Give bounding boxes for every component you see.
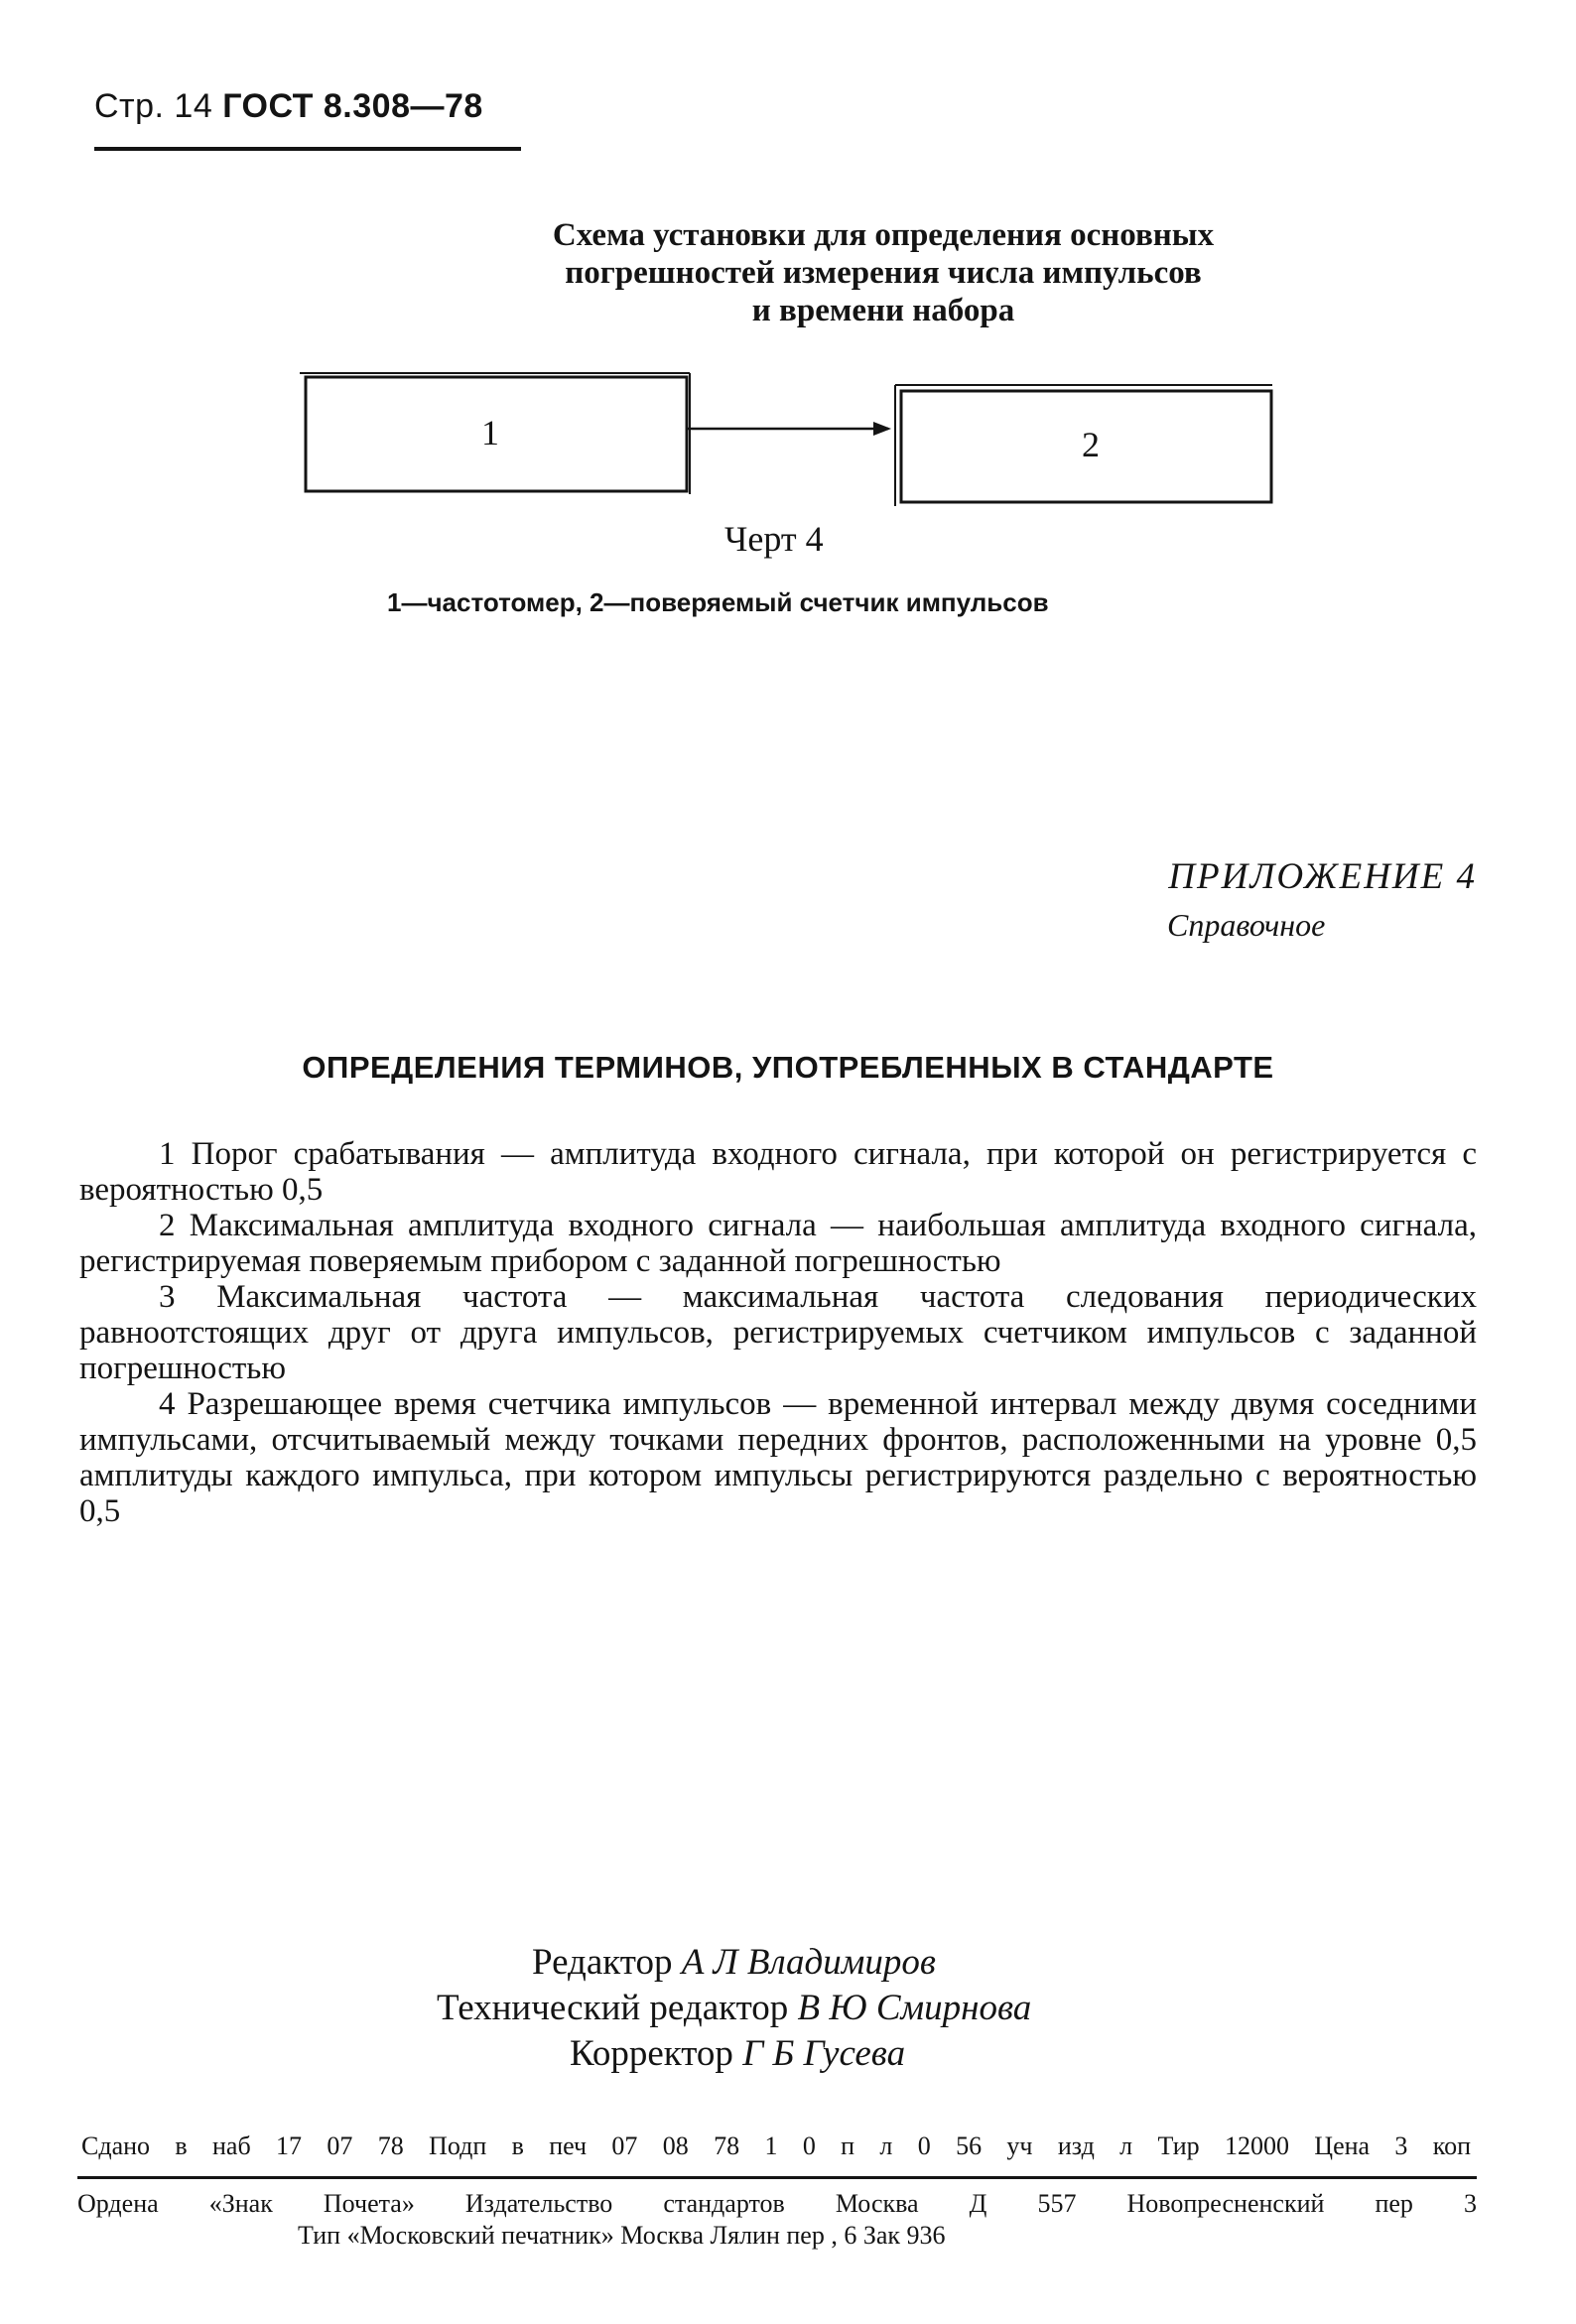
credit-corrector: [570, 2032, 905, 2075]
imprint-rule: [77, 2176, 1477, 2179]
scheme-title-line-3: и времени набора: [751, 293, 1015, 328]
block-2-label: 2: [1082, 425, 1100, 464]
appendix-title: ПРИЛОЖЕНИЕ 4: [1168, 856, 1477, 897]
definitions-list: [79, 1136, 1477, 1529]
arrow-connector: [687, 422, 891, 436]
section-title: ОПРЕДЕЛЕНИЯ ТЕРМИНОВ, УПОТРЕБЛЕННЫХ В СТАНДАРТЕ: [302, 1050, 1274, 1085]
header-rule: [94, 147, 521, 151]
editor-name: А Л Владимиров: [681, 1942, 936, 1983]
scheme-title-line-1: Схема установки для определения основных: [552, 217, 1215, 253]
block-1-label: 1: [481, 413, 499, 452]
credit-editor: [532, 1941, 936, 1984]
definition-item: 2 Максимальная амплитуда входного сигнала — наибольшая амплитуда входного сигнала, регистрируемая поверяемым прибором с заданной погрешностью: [79, 1208, 1477, 1279]
scheme-title: [457, 216, 1310, 329]
corrector-name: Г Б Гусева: [742, 2033, 906, 2074]
definition-item: 3 Максимальная частота — максимальная частота следования периодических равноотстоящих друг от друга импульсов, регистрируемых счетчиком импульсов с заданной погрешностью: [79, 1279, 1477, 1386]
corrector-label: Корректор: [570, 2033, 733, 2074]
imprint-printing-house: Тип «Московский печатник» Москва Лялин пер , 6 Зак 936: [298, 2221, 946, 2250]
block-diagram: [288, 367, 1300, 516]
imprint-print-data: Сдано в наб 17 07 78 Подп в печ 07 08 78 1 0 п л 0 56 уч изд л Тир 12000 Цена 3 коп: [81, 2131, 1471, 2160]
diagram-legend: 1—частотомер, 2—поверяемый счетчик импульсов: [387, 587, 1049, 617]
editor-label: Редактор: [532, 1942, 673, 1983]
definition-item: 4 Разрешающее время счетчика импульсов — временной интервал между двумя соседними импульсами, отсчитываемый между точками передних фронтов, расположенными на уровне 0,5 амплитуды каждого импульса, при котором импульсы регистрируются раздельно с вероятностью 0,5: [79, 1386, 1477, 1529]
appendix-subtitle: Справочное: [1167, 907, 1326, 943]
tech-editor-name: В Ю Смирнова: [797, 1988, 1032, 2028]
standard-number: ГОСТ 8.308—78: [222, 87, 483, 125]
imprint-publisher: Ордена «Знак Почета» Издательство стандартов Москва Д 557 Новопресненский пер 3: [77, 2189, 1477, 2218]
credit-tech-editor: [437, 1987, 1031, 2029]
page-header: [94, 87, 483, 126]
block-frequency-meter: [300, 373, 690, 494]
definition-item: 1 Порог срабатывания — амплитуда входного сигнала, при которой он регистрируется с вероятностью 0,5: [79, 1136, 1477, 1208]
page-number: Стр. 14: [94, 87, 213, 125]
scheme-title-line-2: погрешностей измерения числа импульсов: [565, 255, 1202, 291]
block-pulse-counter: [895, 385, 1272, 506]
chart-caption: Черт 4: [724, 519, 824, 559]
tech-editor-label: Технический редактор: [437, 1988, 789, 2028]
